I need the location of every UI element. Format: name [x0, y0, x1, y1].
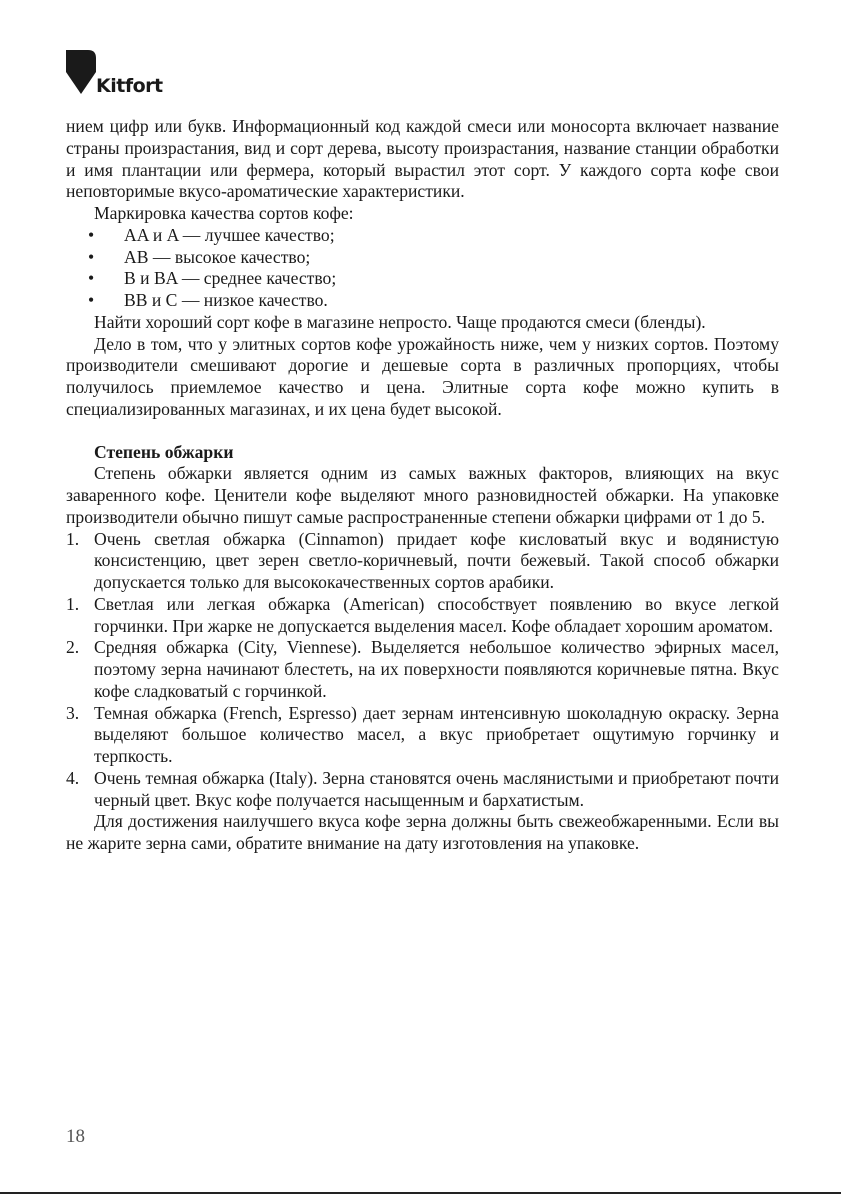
list-item-text: Средняя обжарка (City, Viennese). Выделяется небольшое количество эфирных масел, поэтому зерна начинают блестеть, на их поверхности появляются коричневые пятна. Вкус кофе сладковатый с горчинкой.	[94, 637, 779, 701]
list-item-text: Очень светлая обжарка (Cinnamon) придает кофе кисловатый вкус и водянистую консистенцию, цвет зерен светло-коричневый, почти бежевый. Такой способ обжарки допускается только для высококачественных сортов арабики.	[94, 528, 779, 592]
list-number: 3.	[66, 702, 80, 723]
list-item	[66, 768, 779, 812]
list-item	[66, 529, 779, 594]
list-item	[66, 637, 779, 702]
list-item-text: Очень темная обжарка (Italy). Зерна становятся очень маслянистыми и приобретают почти черный цвет. Вкус кофе получается насыщенным и бархатистым.	[94, 767, 779, 810]
quality-marking-heading: Маркировка качества сортов кофе:	[94, 203, 354, 223]
kitfort-logo	[66, 50, 186, 100]
intro-paragraph-4: Дело в том, что у элитных сортов кофе урожайность ниже, чем у низких сортов. Поэтому производители смешивают дорогие и дешевые сорта в различных пропорциях, чтобы получилось приемлемое качество и цена. Элитные сорта кофе можно купить в специализированных магазинах, и их цена будет высокой.	[66, 333, 779, 419]
intro-paragraph-1: нием цифр или букв. Информационный код каждой смеси или моносорта включает название страны произрастания, вид и сорт дерева, высоту произрастания, название станции обработки и имя плантации или фермера, который вырастил этот сорт. У каждого сорта кофе свои неповторимые вкусо-ароматические характеристики.	[66, 116, 779, 202]
list-number: 4.	[66, 767, 80, 788]
bullet-icon: •	[88, 224, 95, 245]
bullet-text: AB — высокое качество;	[124, 246, 311, 267]
list-item	[66, 225, 779, 247]
quality-bullet-list	[66, 225, 779, 312]
brand-name: Kitfort	[96, 75, 163, 97]
roast-paragraph-1: Степень обжарки является одним из самых важных факторов, влияющих на вкус заваренного кофе. Ценители кофе выделяют много разновидностей обжарки. На упаковке производители обычно пишут самые распространенные степени обжарки цифрами от 1 до 5.	[66, 463, 779, 527]
intro-paragraph-3: Найти хороший сорт кофе в магазине непросто. Чаще продаются смеси (бленды).	[94, 311, 706, 332]
bullet-icon: •	[88, 268, 95, 289]
bullet-text: BB и C — низкое качество.	[124, 290, 328, 310]
page-number: 18	[66, 1126, 85, 1147]
list-item	[66, 703, 779, 768]
bullet-icon: •	[88, 290, 95, 310]
bottom-rule	[0, 1192, 841, 1194]
bullet-icon: •	[88, 246, 95, 267]
list-item	[66, 594, 779, 638]
page-content	[66, 116, 779, 855]
list-number: 1.	[66, 593, 80, 614]
bullet-text: AA и A — лучшее качество;	[124, 224, 335, 245]
list-item	[66, 247, 779, 269]
roast-numbered-list	[66, 529, 779, 812]
list-item	[66, 268, 779, 290]
roast-final-paragraph: Для достижения наилучшего вкуса кофе зерна должны быть свежеобжаренными. Если вы не жарите зерна сами, обратите внимание на дату изготовления на упаковке.	[66, 811, 779, 853]
bullet-text: B и BA — среднее качество;	[124, 268, 337, 289]
list-item	[66, 290, 779, 312]
list-item-text: Темная обжарка (French, Espresso) дает зернам интенсивную шоколадную окраску. Зерна выделяют большое количество масел, а вкус приобретает ощутимую горчинку и терпкость.	[94, 702, 779, 766]
section-title-roast: Степень обжарки	[94, 441, 234, 462]
list-number: 2.	[66, 637, 80, 658]
list-item-text: Светлая или легкая обжарка (American) способствует появлению во вкусе легкой горчинки. При жарке не допускается выделения масел. Кофе обладает хорошим ароматом.	[94, 593, 779, 636]
list-number: 1.	[66, 528, 80, 549]
kitfort-logo-icon	[66, 50, 96, 94]
